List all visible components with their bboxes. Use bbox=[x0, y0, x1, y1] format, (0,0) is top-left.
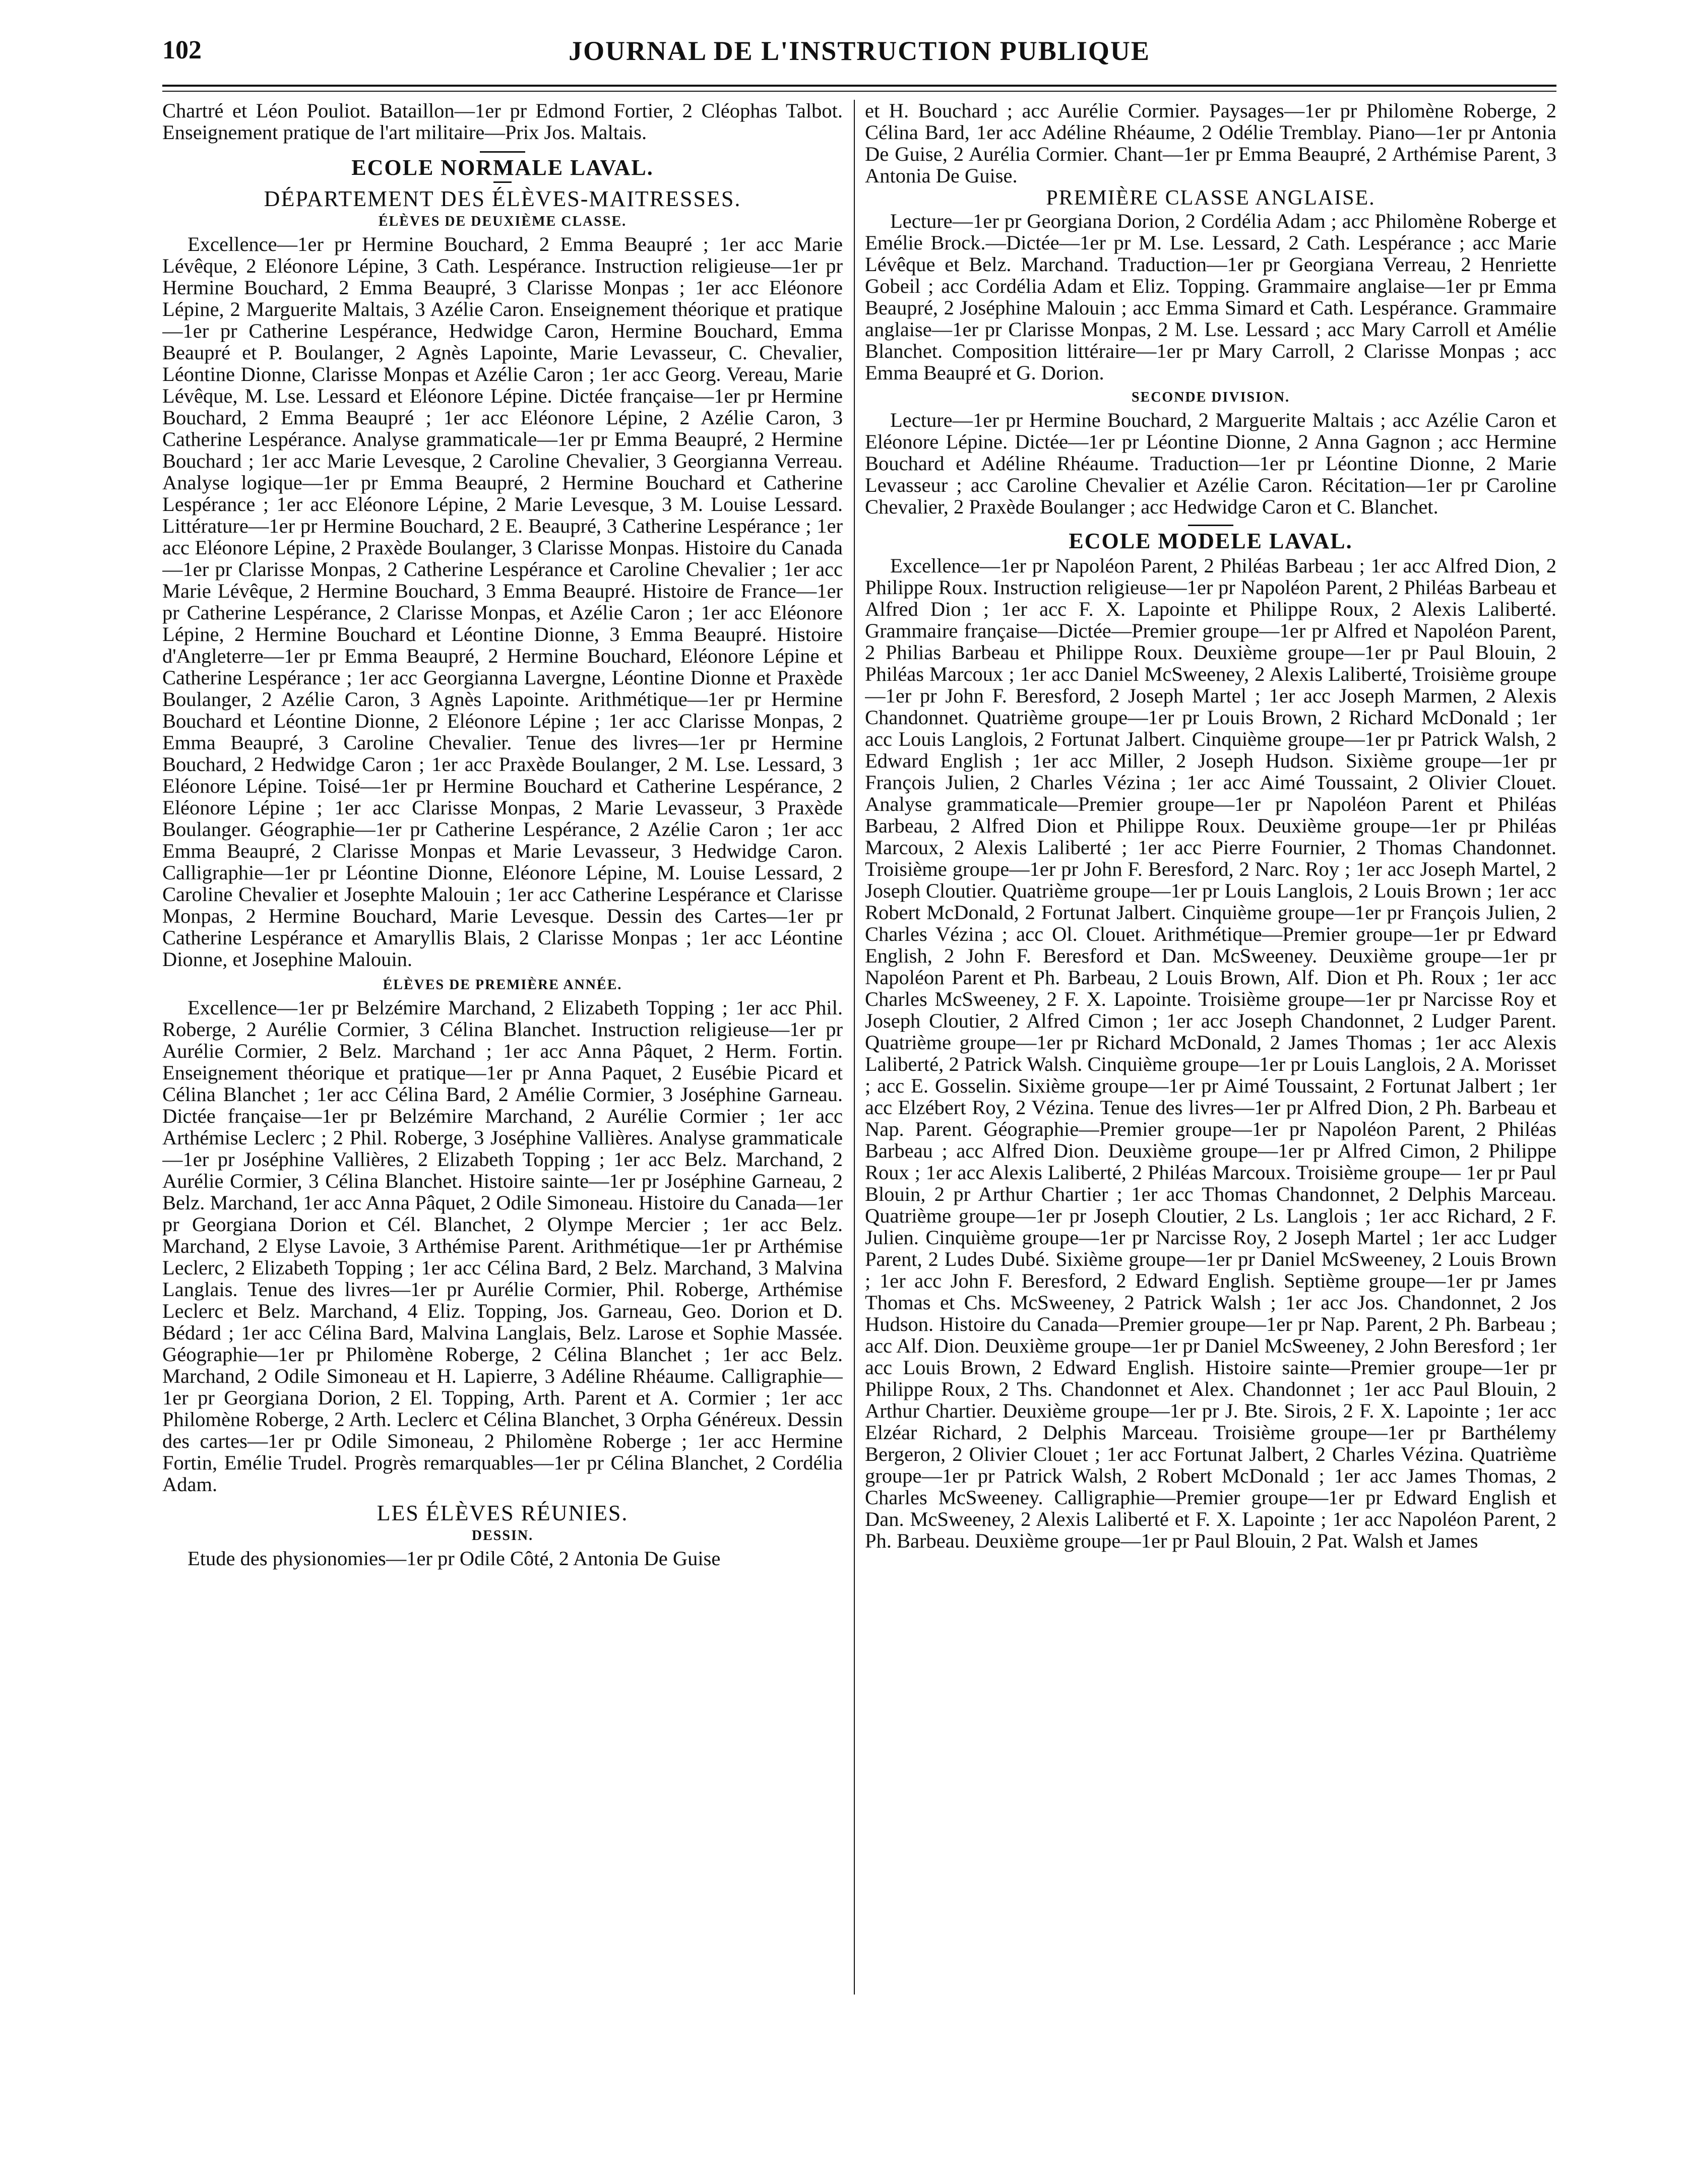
drawing-title: DESSIN. bbox=[471, 1528, 534, 1544]
page-number: 102 bbox=[162, 36, 202, 65]
continuation-paragraph: et H. Bouchard ; acc Aurélie Cormier. Paysages—1er pr Philomène Roberge, 2 Célina Bard, 1er acc Adéline Rhéaume, 2 Odélie Tremblay. Piano—1er pr Antonia De Guise, 2 Aurélia Cormier. Chant—1er pr Emma Beaupré, 2 Arthémise Parent, 3 Antonia De Guise. bbox=[865, 100, 1556, 187]
english-class-paragraph: Lecture—1er pr Georgiana Dorion, 2 Cordélia Adam ; acc Philomène Roberge et Emélie Brock.—Dictée—1er pr M. Lse. Lessard, 2 Cath. Lespérance ; acc Marie Lévêque et Belz. Marchand. Traduction—1er pr Georgiana Verreau, 2 Henriette Gobeil ; acc Cordélia Adam et Eliz. Topping. Grammaire anglaise—1er pr Emma Beaupré, 2 Joséphine Malouin ; acc Emma Simard et Cath. Lespérance. Grammaire anglaise—1er pr Clarisse Monpas, 2 M. Lse. Lessard ; acc Mary Carroll et Amélie Blanchet. Composition littéraire—1er pr Mary Carroll, 2 Clarisse Monpas ; acc Emma Beaupré et G. Dorion. bbox=[865, 210, 1556, 384]
english-class-title: PREMIÈRE CLASSE ANGLAISE. bbox=[1046, 186, 1376, 210]
intro-paragraph: Chartré et Léon Pouliot. Bataillon—1er pr Edmond Fortier, 2 Cléophas Talbot. Enseignement pratique de l'art militaire—Prix Jos. Maltais. bbox=[162, 100, 843, 144]
first-year-paragraph: Excellence—1er pr Belzémire Marchand, 2 Elizabeth Topping ; 1er acc Phil. Roberge, 2 Aurélie Cormier, 3 Célina Blanchet. Instruction religieuse—1er pr Aurélie Cormier, 2 Belz. Marchand ; 1er acc Anna Pâquet, 2 Herm. Fortin. Enseignement théorique et pratique—1er pr Anna Paquet, 2 Eusébie Picard et Célina Blanchet ; 1er acc Célina Bard, 2 Amélie Cormier, 3 Joséphine Garneau. Dictée française—1er pr Belzémire Marchand, 2 Aurélie Cormier ; 1er acc Arthémise Leclerc ; 2 Phil. Roberge, 3 Joséphine Vallières. Analyse grammaticale—1er pr Joséphine Vallières, 2 Elizabeth Topping ; 1er acc Belz. Marchand, 2 Aurélie Cormier, 3 Célina Blanchet. Histoire sainte—1er pr Joséphine Garneau, 2 Belz. Marchand, 1er acc Anna Pâquet, 2 Odile Simoneau. Histoire du Canada—1er pr Georgiana Dorion et Cél. Blanchet, 2 Olympe Mercier ; 1er acc Belz. Marchand, 2 Elyse Lavoie, 3 Arthémise Parent. Arithmétique—1er pr Arthémise Leclerc, 2 Elizabeth Topping ; 1er acc Célina Bard, 2 Belz. Marchand, 3 Malvina Langlais. Tenue des livres—1er pr Aurélie Cormier, Phil. Roberge, Arthémise Leclerc et Belz. Marchand, 4 Eliz. Topping, Jos. Garneau, Geo. Dorion et D. Bédard ; 1er acc Célina Bard, Malvina Langlais, Belz. Larose et Sophie Massée. Géographie—1er pr Philomène Roberge, 2 Célina Blanchet ; 1er acc Belz. Marchand, 2 Odile Simoneau et H. Lapierre, 3 Adéline Rhéaume. Calligraphie—1er pr Georgiana Dorion, 2 El. Topping, Arth. Parent et A. Cormier ; 1er acc Philomène Roberge, 2 Arth. Leclerc et Célina Blanchet, 3 Orpha Généreux. Dessin des cartes—1er pr Odile Simoneau, 2 Philomène Roberge ; 1er acc Hermine Fortin, Emélie Trudel. Progrès remarquables—1er pr Célina Blanchet, 2 Cordélia Adam. bbox=[162, 996, 843, 1496]
first-year-title: ÉLÈVES DE PREMIÈRE ANNÉE. bbox=[383, 977, 622, 993]
section-divider bbox=[480, 151, 525, 153]
header-rule-thick bbox=[162, 85, 1556, 87]
right-column bbox=[865, 100, 1556, 2105]
second-division-paragraph: Lecture—1er pr Hermine Bouchard, 2 Marguerite Maltais ; acc Azélie Caron et Eléonore Lépine. Dictée—1er pr Léontine Dionne, 2 Anna Gagnon ; acc Hermine Bouchard et Adéline Rhéaume. Traduction—1er pr Léontine Dionne, 2 Marie Levasseur ; acc Caroline Chevalier et Azélie Caron. Récitation—1er pr Caroline Chevalier, 2 Praxède Boulanger ; acc Hedwidge Caron et C. Blanchet. bbox=[865, 409, 1556, 518]
school-title: ECOLE NORMALE LAVAL. bbox=[351, 155, 654, 180]
model-school-paragraph: Excellence—1er pr Napoléon Parent, 2 Philéas Barbeau ; 1er acc Alfred Dion, 2 Philippe Roux. Instruction religieuse—1er pr Napoléon Parent, 2 Philéas Barbeau et Alfred Dion ; 1er acc F. X. Lapointe et Philippe Roux, 2 Alexis Laliberté. Grammaire française—Dictée—Premier groupe—1er pr Alfred et Napoléon Parent, 2 Philias Barbeau et Philippe Roux. Deuxième groupe—1er pr Paul Blouin, 2 Philéas Marcoux ; 1er acc Daniel McSweeney, 2 Alexis Laliberté, Troisième groupe—1er pr John F. Beresford, 2 Joseph Martel ; 1er acc Joseph Marmen, 2 Alexis Chandonnet. Quatrième groupe—1er pr Louis Brown, 2 Richard McDonald ; 1er acc Louis Langlois, 2 Fortunat Jalbert. Cinquième groupe—1er pr Patrick Walsh, 2 Edward English ; 1er acc Miller, 2 Joseph Hudson. Sixième groupe—1er pr François Julien, 2 Charles Vézina ; 1er acc Aimé Toussaint, 2 Olivier Clouet. Analyse grammaticale—Premier groupe—1er pr Napoléon Parent et Philéas Barbeau, 2 Alfred Dion et Philippe Roux. Deuxième groupe—1er pr Philéas Marcoux, 2 Alexis Laliberté ; 1er acc Pierre Fournier, 2 Thomas Chandonnet. Troisième groupe—1er pr John F. Beresford, 2 Narc. Roy ; 1er acc Joseph Martel, 2 Joseph Cloutier. Quatrième groupe—1er pr Louis Langlois, 2 Louis Brown ; 1er acc Robert McDonald, 2 Fortunat Jalbert. Cinquième groupe—1er pr François Julien, 2 Charles Vézina ; acc Ol. Clouet. Arithmétique—Premier groupe—1er pr Edward English, 2 John F. Beresford et Dan. McSweeney. Deuxième groupe—1er pr Napoléon Parent et Ph. Barbeau, 2 Louis Brown, Alf. Dion et Ph. Roux ; 1er acc Charles McSweeney, 2 F. X. Lapointe. Troisième groupe—1er pr Narcisse Roy et Joseph Cloutier, 2 Alfred Cimon ; 1er acc Joseph Chandonnet, 2 Ludger Parent. Quatrième groupe—1er pr Richard McDonald, 2 James Thomas ; 1er acc Alexis Laliberté, 2 Patrick Walsh. Cinquième groupe—1er pr Louis Langlois, 2 A. Morisset ; acc E. Gosselin. Sixième groupe—1er pr Aimé Toussaint, 2 Fortunat Jalbert ; 1er acc Elzébert Roy, 2 Vézina. Tenue des livres—1er pr Alfred Dion, 2 Ph. Barbeau et Nap. Parent. Géographie—Premier groupe—1er pr Napoléon Parent, 2 Philéas Barbeau ; acc Alfred Dion. Deuxième groupe—1er pr Alfred Cimon, 2 Philippe Roux ; 1er acc Alexis Laliberté, 2 Philéas Marcoux. Troisième groupe— 1er pr Paul Blouin, 2 pr Arthur Chartier ; 1er acc Thomas Chandonnet, 2 Delphis Marceau. Quatrième groupe—1er pr Joseph Cloutier, 2 Ls. Langlois ; 1er acc Richard, 2 F. Julien. Cinquième groupe—1er pr Narcisse Roy, 2 Joseph Martel ; 1er acc Ludger Parent, 2 Ludes Dubé. Sixième groupe—1er pr Daniel McSweeney, 2 Louis Brown ; 1er acc John F. Beresford, 2 Edward English. Septième groupe—1er pr James Thomas et Chs. McSweeney, 2 Patrick Walsh ; 1er acc Jos. Chandonnet, 2 Jos Hudson. Histoire du Canada—Premier groupe—1er pr Nap. Parent, 2 Ph. Barbeau ; acc Alf. Dion. Deuxième groupe—1er pr Daniel McSweeney, 2 John Beresford ; 1er acc Louis Brown, 2 Edward English. Histoire sainte—Premier groupe—1er pr Philippe Roux, 2 Ths. Chandonnet et Alex. Chandonnet ; 1er acc Paul Blouin, 2 Arthur Chartier. Deuxième groupe—1er pr J. Bte. Sirois, 2 F. X. Lapointe ; 1er acc Elzéar Richard, 2 Delphis Marceau. Troisième groupe—1er pr Barthélemy Bergeron, 2 Olivier Clouet ; 1er acc Fortunat Jalbert, 2 Charles Vézina. Quatrième groupe—1er pr Patrick Walsh, 2 Robert McDonald ; 1er acc James Thomas, 2 Charles McSweeney. Calligraphie—Premier groupe—1er pr Edward English et Dan. McSweeney, 2 Alexis Laliberté et F. X. Lapointe ; 1er acc Napoléon Parent, 2 Ph. Barbeau. Deuxième groupe—1er pr Paul Blouin, 2 Pat. Walsh et James bbox=[865, 554, 1556, 1552]
reunited-title: LES ÉLÈVES RÉUNIES. bbox=[377, 1501, 629, 1525]
second-class-title: ÉLÈVES DE DEUXIÈME CLASSE. bbox=[378, 214, 627, 229]
section-divider bbox=[1188, 525, 1233, 526]
section-divider-small bbox=[493, 181, 512, 183]
journal-title: JOURNAL DE L'INSTRUCTION PUBLIQUE bbox=[569, 36, 1150, 66]
drawing-paragraph: Etude des physionomies—1er pr Odile Côté, 2 Antonia De Guise bbox=[187, 1547, 721, 1570]
header-rule-thin bbox=[162, 91, 1556, 92]
second-class-paragraph: Excellence—1er pr Hermine Bouchard, 2 Emma Beaupré ; 1er acc Marie Lévêque, 2 Eléonore Lépine, 3 Cath. Lespérance. Instruction religieuse—1er pr Hermine Bouchard, 2 Emma Beaupré, 3 Clarisse Monpas ; 1er acc Eléonore Lépine, 2 Marguerite Maltais, 3 Azélie Caron. Enseignement théorique et pratique—1er pr Catherine Lespérance, Hedwidge Caron, Hermine Bouchard, Emma Beaupré et P. Boulanger, 2 Agnès Lapointe, Marie Levasseur, C. Chevalier, Léontine Dionne, Clarisse Monpas et Azélie Caron ; 1er acc Georg. Vereau, Marie Lévêque, M. Lse. Lessard et Eléonore Lépine. Dictée française—1er pr Hermine Bouchard, 2 Emma Beaupré ; 1er acc Eléonore Lépine, 2 Azélie Caron, 3 Catherine Lespérance. Analyse grammaticale—1er pr Emma Beaupré, 2 Hermine Bouchard ; 1er acc Marie Levesque, 2 Caroline Chevalier, 3 Georgianna Verreau. Analyse logique—1er pr Emma Beaupré, 2 Hermine Bouchard et Catherine Lespérance ; 1er acc Eléonore Lépine, 2 Marie Levesque, 3 M. Louise Lessard. Littérature—1er pr Hermine Bouchard, 2 E. Beaupré, 3 Catherine Lespérance ; 1er acc Eléonore Lépine, 2 Praxède Boulanger, 3 Clarisse Monpas. Histoire du Canada—1er pr Clarisse Monpas, 2 Catherine Lespérance et Caroline Chevalier ; 1er acc Marie Lévêque, 2 Hermine Bouchard, 3 Emma Beaupré. Histoire de France—1er pr Catherine Lespérance, 2 Clarisse Monpas, et Azélie Caron ; 1er acc Eléonore Lépine, 2 Hermine Bouchard et Léontine Dionne, 3 Emma Beaupré. Histoire d'Angleterre—1er pr Emma Beaupré, 2 Hermine Bouchard, Eléonore Lépine et Catherine Lespérance ; 1er acc Georgianna Lavergne, Léontine Dionne et Praxède Boulanger, 2 Azélie Caron, 3 Agnès Lapointe. Arithmétique—1er pr Hermine Bouchard et Léontine Dionne, 2 Eléonore Lépine ; 1er acc Clarisse Monpas, 2 Emma Beaupré, 3 Caroline Chevalier. Tenue des livres—1er pr Hermine Bouchard, 2 Hedwidge Caron ; 1er acc Praxède Boulanger, 2 M. Lse. Lessard, 3 Eléonore Lépine. Toisé—1er pr Hermine Bouchard et Catherine Lespérance, 2 Eléonore Lépine ; 1er acc Clarisse Monpas, 2 Marie Levasseur, 3 Praxède Boulanger. Géographie—1er pr Catherine Lespérance, 2 Azélie Caron ; 1er acc Emma Beaupré, 2 Clarisse Monpas et Marie Levasseur, 3 Hedwidge Caron. Calligraphie—1er pr Léontine Dionne, Eléonore Lépine, M. Louise Lessard, 2 Caroline Chevalier et Josephte Malouin ; 1er acc Catherine Lespérance et Clarisse Monpas, 2 Hermine Bouchard, Marie Levesque. Dessin des Cartes—1er pr Catherine Lespérance et Amaryllis Blais, 2 Clarisse Monpas ; 1er acc Léontine Dionne, et Josephine Malouin. bbox=[162, 233, 843, 971]
model-school-title: ECOLE MODELE LAVAL. bbox=[1069, 529, 1353, 553]
department-title: DÉPARTEMENT DES ÉLÈVES-MAITRESSES. bbox=[264, 186, 741, 211]
column-divider bbox=[854, 100, 855, 1995]
second-division-title: SECONDE DIVISION. bbox=[1131, 390, 1290, 405]
page-header bbox=[162, 35, 1556, 71]
left-column bbox=[162, 100, 843, 2105]
